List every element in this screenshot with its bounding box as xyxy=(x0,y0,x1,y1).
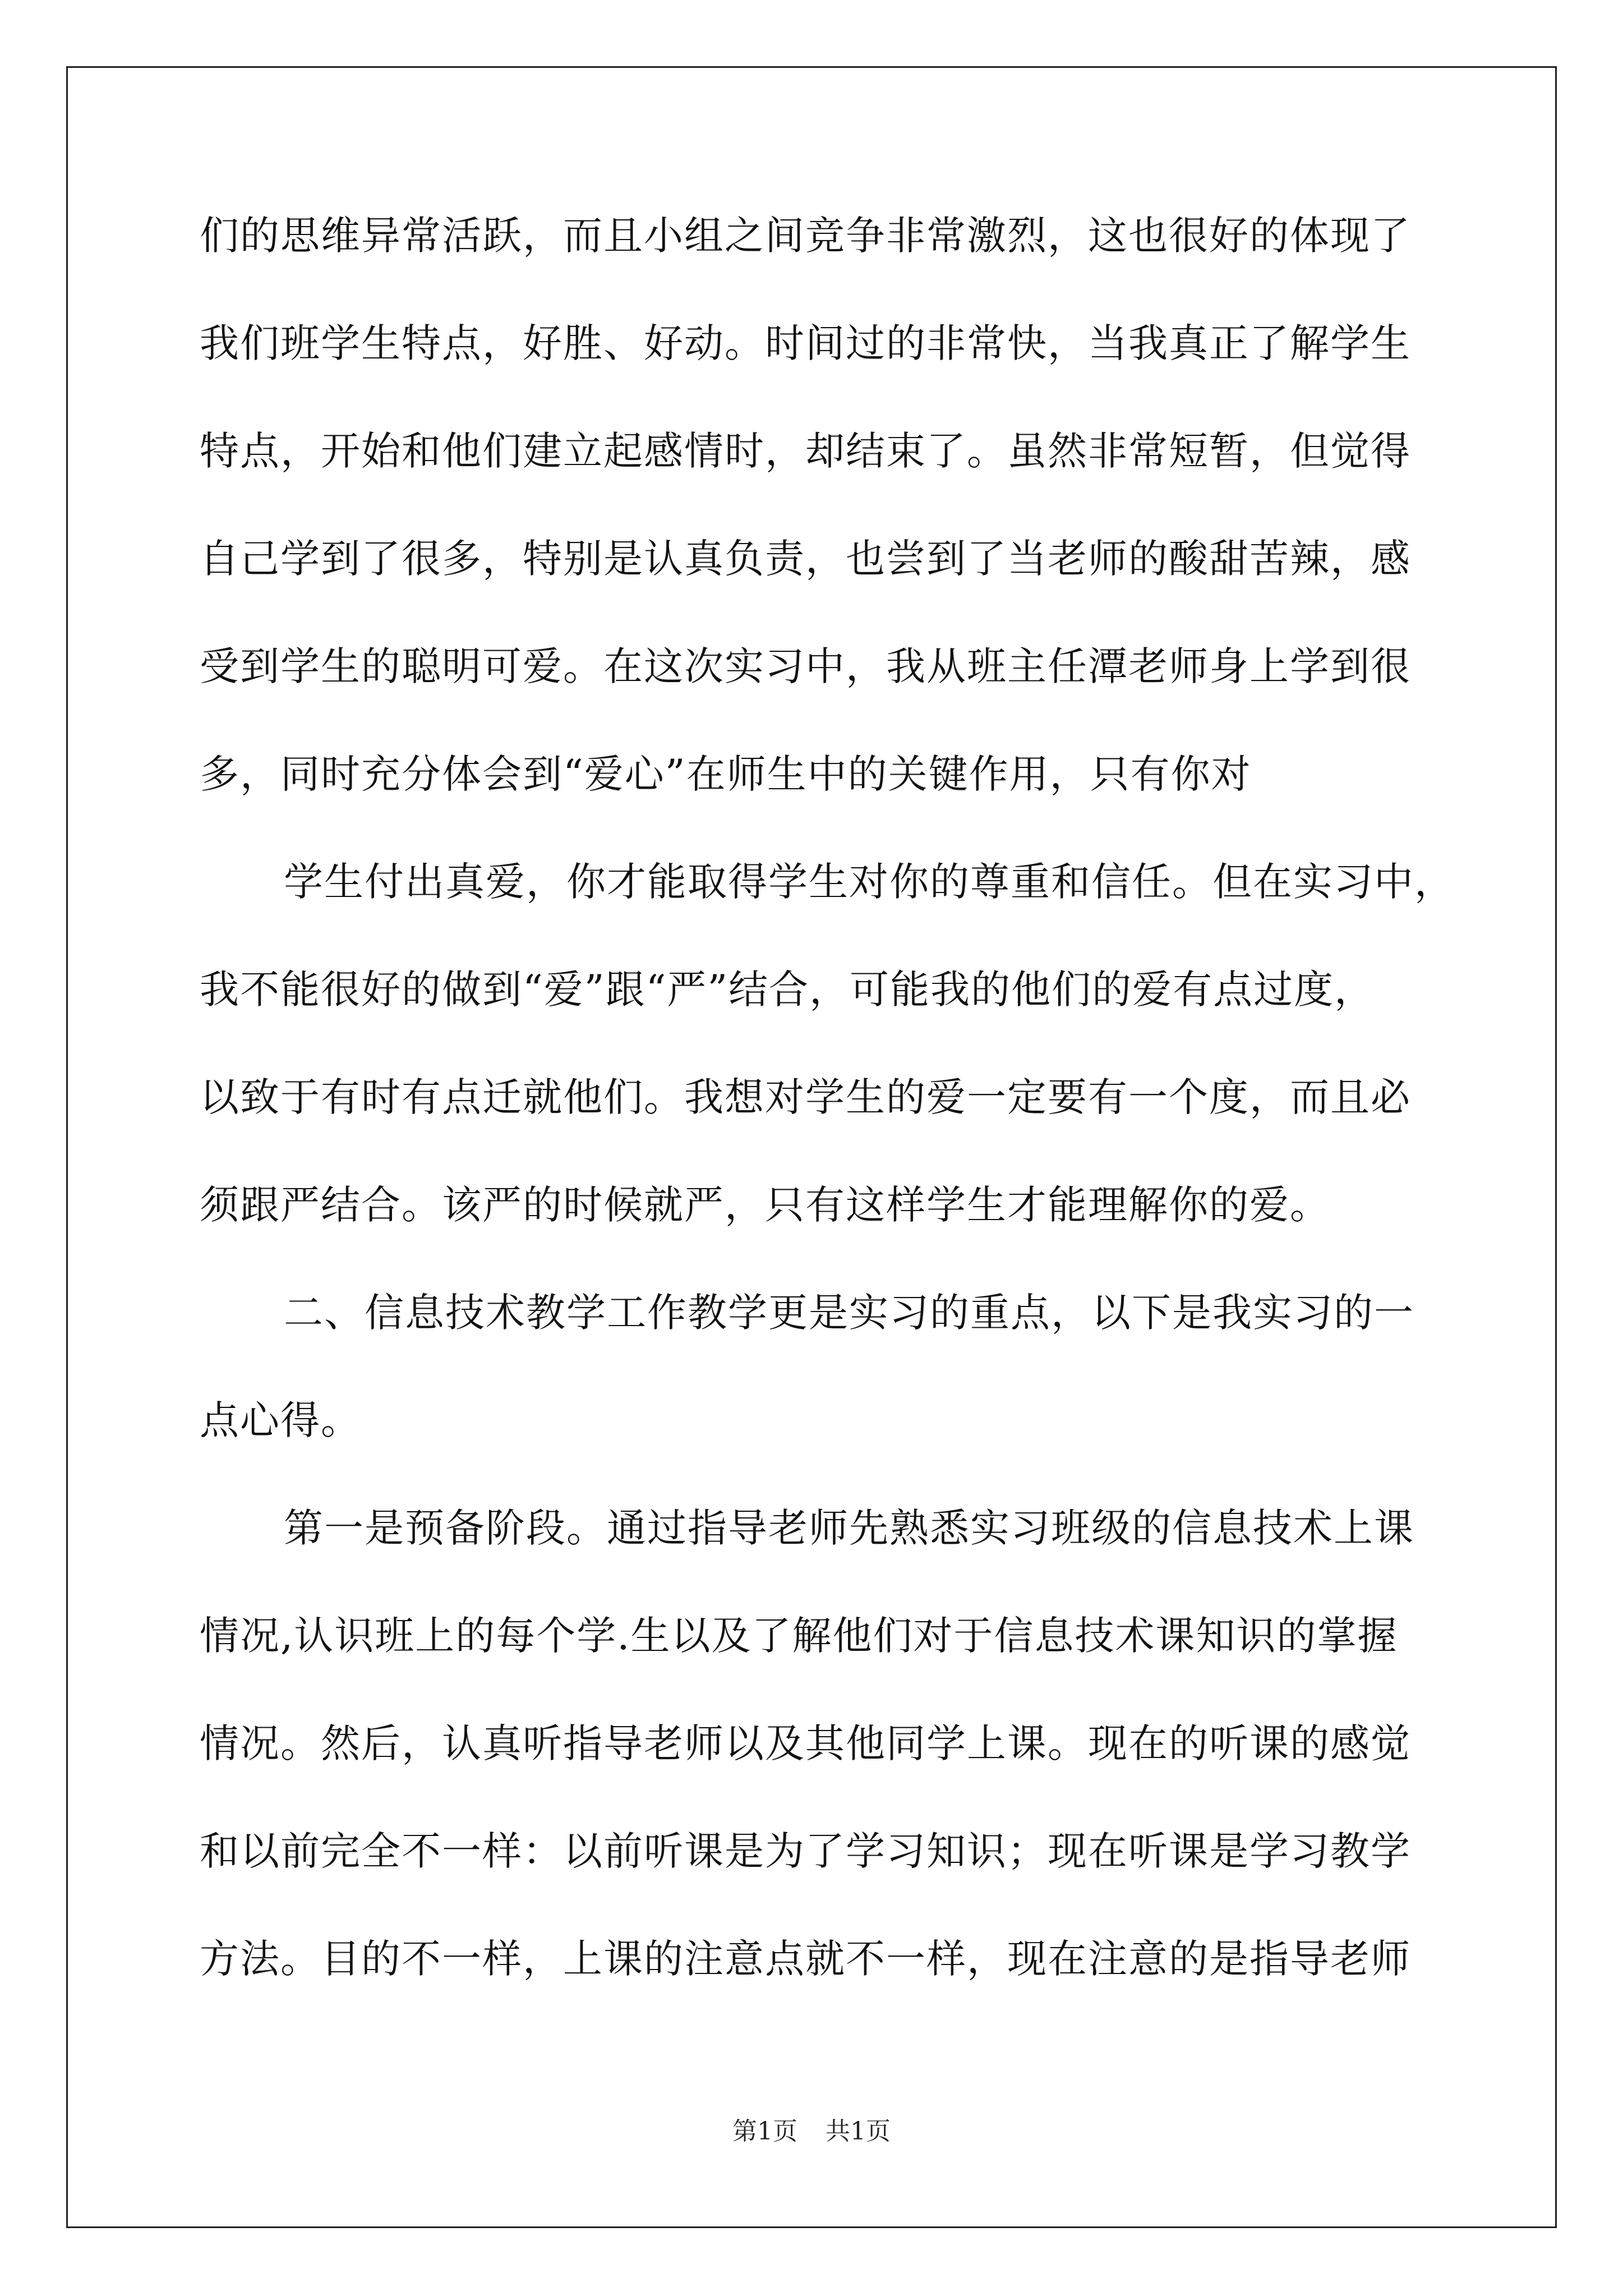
text-line: 我不能很好的做到“爱”跟“严”结合，可能我的他们的爱有点过度， xyxy=(200,967,1375,1013)
page-footer xyxy=(0,2115,1623,2148)
text-line: 们的思维异常活跃，而且小组之间竞争非常激烈，这也很好的体现了 xyxy=(200,213,1411,259)
text-line: 第一是预备阶段。通过指导老师先熟悉实习班级的信息技术上课 xyxy=(284,1505,1414,1551)
text-line: 和以前完全不一样：以前听课是为了学习知识；现在听课是学习教学 xyxy=(200,1828,1411,1874)
text-line: 以致于有时有点迁就他们。我想对学生的爱一定要有一个度，而且必 xyxy=(200,1074,1411,1120)
text-line: 多，同时充分体会到“爱心”在师生中的关键作用，只有你对 xyxy=(200,751,1252,797)
text-line: 我们班学生特点，好胜、好动。时间过的非常快，当我真正了解学生 xyxy=(200,320,1411,366)
text-line: 方法。目的不一样，上课的注意点就不一样，现在注意的是指导老师 xyxy=(200,1936,1411,1982)
text-line: 受到学生的聪明可爱。在这次实习中，我从班主任潭老师身上学到很 xyxy=(200,643,1411,689)
page-number: 第1页 xyxy=(732,2117,797,2146)
document-body xyxy=(200,202,1455,2033)
text-line: 情况。然后，认真听指导老师以及其他同学上课。现在的听课的感觉 xyxy=(200,1720,1411,1766)
text-line: 自己学到了很多，特别是认真负责，也尝到了当老师的酸甜苦辣，感 xyxy=(200,536,1411,582)
text-line: 情况,认识班上的每个学.生以及了解他们对于信息技术课知识的掌握 xyxy=(200,1613,1398,1659)
text-line: 二、信息技术教学工作教学更是实习的重点，以下是我实习的一 xyxy=(284,1290,1414,1336)
text-line: 点心得。 xyxy=(200,1397,361,1443)
page-total: 共1页 xyxy=(826,2117,891,2146)
text-line: 须跟严结合。该严的时候就严，只有这样学生才能理解你的爱。 xyxy=(200,1182,1330,1228)
text-line: 学生付出真爱，你才能取得学生对你的尊重和信任。但在实习中， xyxy=(284,859,1455,905)
text-line: 特点，开始和他们建立起感情时，却结束了。虽然非常短暂，但觉得 xyxy=(200,428,1411,474)
